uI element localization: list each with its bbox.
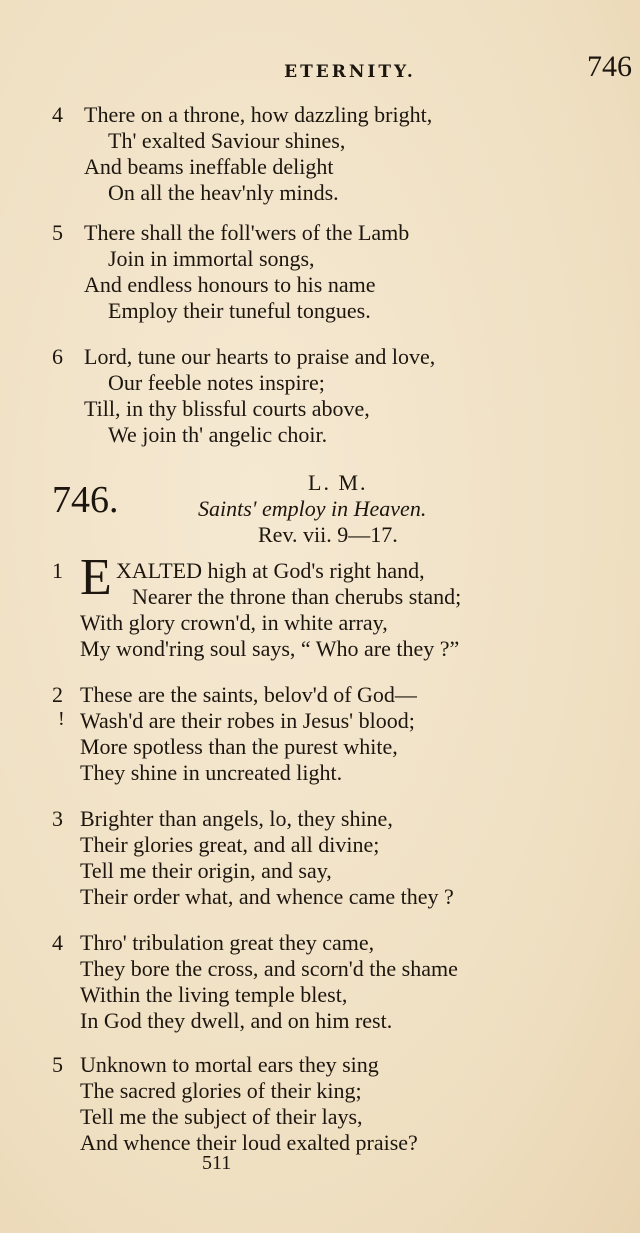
hymn-subtitle: Saints' employ in Heaven. [198, 496, 427, 521]
hymn-number: 746. [52, 479, 119, 521]
stanza-number: 4 [52, 930, 63, 955]
verse-line: In God they dwell, and on him rest. [80, 1008, 393, 1033]
running-head-hymn-number: 746 [587, 50, 632, 83]
verse-line: Tell me the subject of their lays, [80, 1104, 363, 1129]
verse-line: And beams ineffable delight [84, 154, 334, 179]
drop-cap: E [80, 549, 112, 606]
verse-line: Till, in thy blissful courts above, [84, 396, 370, 421]
verse-line: More spotless than the purest white, [80, 734, 398, 759]
stanza-number: 5 [52, 220, 63, 245]
verse-line: Nearer the throne than cherubs stand; [132, 584, 462, 609]
verse-line: Thro' tribulation great they came, [80, 930, 375, 955]
stanza-number: 3 [52, 806, 63, 831]
margin-mark: ! [58, 708, 65, 730]
verse-line: They bore the cross, and scorn'd the shame [80, 956, 458, 981]
verse-line: Join in immortal songs, [108, 246, 315, 271]
stanza-number: 4 [52, 102, 63, 127]
verse-line: Lord, tune our hearts to praise and love, [84, 344, 436, 369]
verse-line: Their glories great, and all divine; [80, 832, 380, 857]
verse-line: And whence their loud exalted praise? [80, 1130, 418, 1155]
verse-line: Tell me their origin, and say, [80, 858, 332, 883]
verse-line: There on a throne, how dazzling bright, [84, 102, 433, 127]
verse-line: With glory crown'd, in white array, [80, 610, 388, 635]
stanza-number: 2 [52, 682, 63, 707]
running-head: ETERNITY. [284, 62, 416, 82]
verse-line: Within the living temple blest, [80, 982, 348, 1007]
page-number: 511 [202, 1152, 232, 1174]
verse-line: And endless honours to his name [84, 272, 376, 297]
verse-line: My wond'ring soul says, “ Who are they ?” [80, 636, 460, 661]
stanza-number: 5 [52, 1052, 63, 1077]
verse-line: These are the saints, belov'd of God— [80, 682, 417, 707]
verse-line: They shine in uncreated light. [80, 760, 343, 785]
verse-line: Unknown to mortal ears they sing [80, 1052, 379, 1077]
verse-line: On all the heav'nly minds. [108, 180, 339, 205]
scripture-reference: Rev. vii. 9—17. [258, 522, 398, 547]
hymn-meter: L. M. [308, 470, 368, 495]
verse-line: Their order what, and whence came they ? [80, 884, 454, 909]
stanza-number: 6 [52, 344, 63, 369]
verse-line: There shall the foll'wers of the Lamb [84, 220, 410, 245]
verse-line: XALTED high at God's right hand, [116, 558, 425, 583]
verse-line: Wash'd are their robes in Jesus' blood; [80, 708, 415, 733]
verse-line: Th' exalted Saviour shines, [108, 128, 346, 153]
verse-line: Brighter than angels, lo, they shine, [80, 806, 393, 831]
stanza-number: 1 [52, 558, 63, 583]
verse-line: We join th' angelic choir. [108, 422, 328, 447]
verse-line: The sacred glories of their king; [80, 1078, 362, 1103]
verse-line: Employ their tuneful tongues. [108, 298, 371, 323]
verse-line: Our feeble notes inspire; [108, 370, 325, 395]
